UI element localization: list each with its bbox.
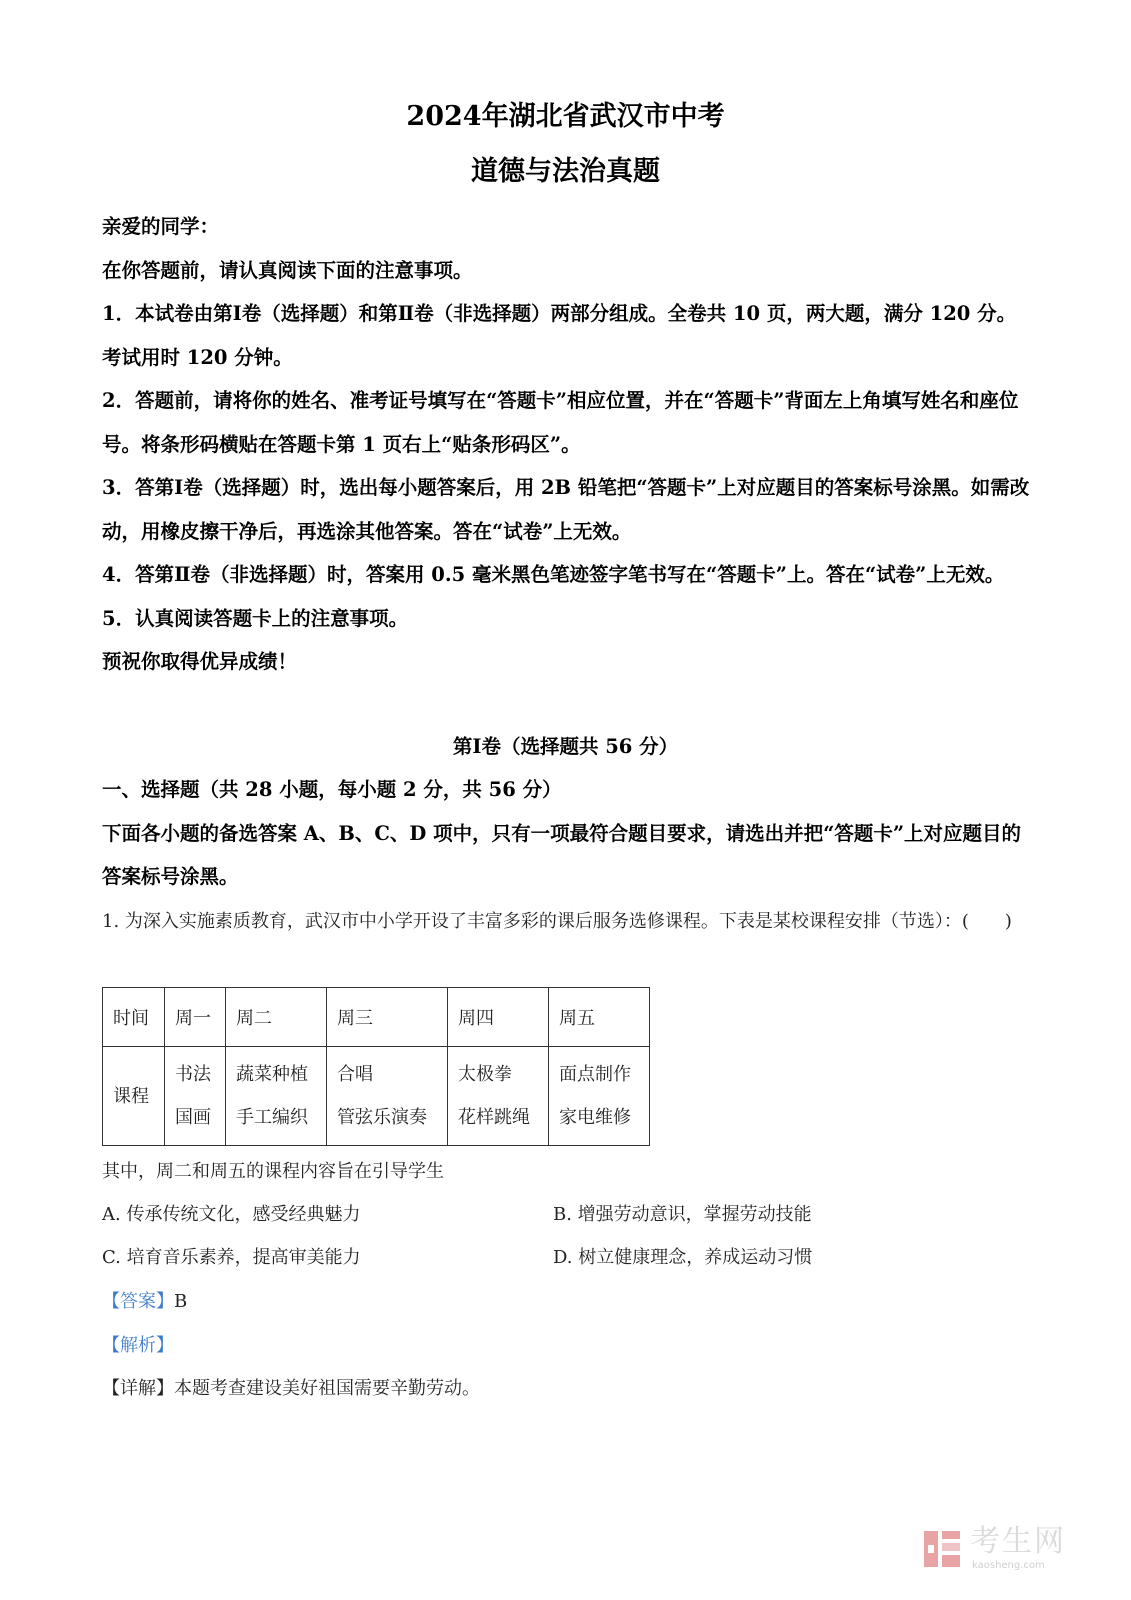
table-row <box>103 1047 650 1146</box>
table-cell <box>327 1047 448 1146</box>
exam-subtitle: 道德与法治真题 <box>471 156 660 187</box>
part-one <box>102 768 1032 899</box>
detail-line <box>102 1367 1032 1411</box>
course-name: 管弦乐演奏 <box>337 1107 427 1128</box>
part-title: 一、选择题（共 28 小题，每小题 2 分，共 56 分） <box>102 778 562 801</box>
course-name: 太极拳 <box>458 1064 512 1085</box>
course-name: 花样跳绳 <box>458 1107 530 1128</box>
detail-label: 【详解】 <box>102 1378 174 1399</box>
part-instruction: 下面各小题的备选答案 A、B、C、D 项中，只有一项最符合题目要求，请选出并把“答题卡”上对应题目的答案标号涂黑。 <box>102 821 1022 888</box>
notice-item: 2．答题前，请将你的姓名、准考证号填写在“答题卡”相应位置，并在“答题卡”背面左上角填写姓名和座位号。将条形码横贴在答题卡第 1 页右上“贴条形码区”。 <box>102 389 1019 456</box>
answer-value: B <box>174 1291 188 1312</box>
notice-block <box>102 205 1032 684</box>
table-cell <box>549 1047 650 1146</box>
notice-intro: 在你答题前，请认真阅读下面的注意事项。 <box>102 258 473 282</box>
table-header-cell: 周五 <box>549 988 650 1047</box>
option-b: B. 增强劳动意识，掌握劳动技能 <box>553 1204 812 1225</box>
table-cell <box>226 1047 327 1146</box>
section-heading: 第Ⅰ卷（选择题共 56 分） <box>452 735 679 758</box>
option-d: D. 树立健康理念，养成运动习惯 <box>553 1247 813 1268</box>
course-name: 合唱 <box>337 1064 373 1085</box>
table-header-cell: 周三 <box>327 988 448 1047</box>
table-row-label: 课程 <box>103 1047 165 1146</box>
notice-item: 4．答第Ⅱ卷（非选择题）时，答案用 0.5 毫米黑色笔迹签字笔书写在“答题卡”上。答在“试卷”上无效。 <box>102 563 1005 586</box>
answer-line <box>102 1280 1032 1324</box>
course-name: 手工编织 <box>236 1107 308 1128</box>
answer-label: 【答案】 <box>102 1291 174 1312</box>
option-a: A. 传承传统文化，感受经典魅力 <box>102 1204 361 1225</box>
course-name: 蔬菜种植 <box>236 1064 308 1085</box>
notice-item: 5．认真阅读答题卡上的注意事项。 <box>102 606 409 630</box>
course-name: 书法 <box>175 1064 211 1085</box>
kaosheng-logo-icon <box>922 1529 962 1569</box>
table-header-cell: 周四 <box>448 988 549 1047</box>
table-header-cell: 周一 <box>165 988 226 1047</box>
closing-wish: 预祝你取得优异成绩！ <box>102 650 298 673</box>
course-name: 家电维修 <box>559 1107 631 1128</box>
watermark-url: kaosheng.com <box>972 1560 1045 1571</box>
table-header-cell: 周二 <box>226 988 327 1047</box>
options-row <box>102 1193 1032 1236</box>
analysis-label: 【解析】 <box>102 1334 174 1356</box>
question-follow-up: 其中，周二和周五的课程内容旨在引导学生 <box>102 1161 444 1182</box>
watermark-text: 考生网 <box>970 1524 1066 1559</box>
course-name: 面点制作 <box>559 1064 631 1085</box>
detail-text: 本题考查建设美好祖国需要辛勤劳动。 <box>174 1378 480 1399</box>
question-1-stem <box>102 898 1032 945</box>
options-row <box>102 1236 1032 1279</box>
option-c: C. 培育音乐素养，提高审美能力 <box>102 1247 361 1268</box>
analysis-line <box>102 1324 1032 1368</box>
table-cell <box>165 1047 226 1146</box>
notice-item: 1．本试卷由第Ⅰ卷（选择题）和第Ⅱ卷（非选择题）两部分组成。全卷共 10 页，两大题，满分 120 分。考试用时 120 分钟。 <box>102 302 1017 369</box>
answer-block <box>102 1280 1032 1411</box>
watermark-logo <box>922 1525 1092 1575</box>
course-schedule-table <box>102 987 650 1146</box>
question-stem: 1. 为深入实施素质教育，武汉市中小学开设了丰富多彩的课后服务选修课程。下表是某校课程安排（节选）：( ) <box>102 911 1012 932</box>
table-header-row <box>103 988 650 1047</box>
notice-item: 3．答第Ⅰ卷（选择题）时，选出每小题答案后，用 2B 铅笔把“答题卡”上对应题目的答案标号涂黑。如需改动，用橡皮擦干净后，再选涂其他答案。答在“试卷”上无效。 <box>102 476 1030 543</box>
exam-title: 2024年湖北省武汉市中考 <box>406 101 725 132</box>
answer-options <box>102 1193 1032 1279</box>
table-header-cell: 时间 <box>103 988 165 1047</box>
greeting: 亲爱的同学： <box>102 215 220 238</box>
table-cell <box>448 1047 549 1146</box>
course-name: 国画 <box>175 1107 211 1128</box>
